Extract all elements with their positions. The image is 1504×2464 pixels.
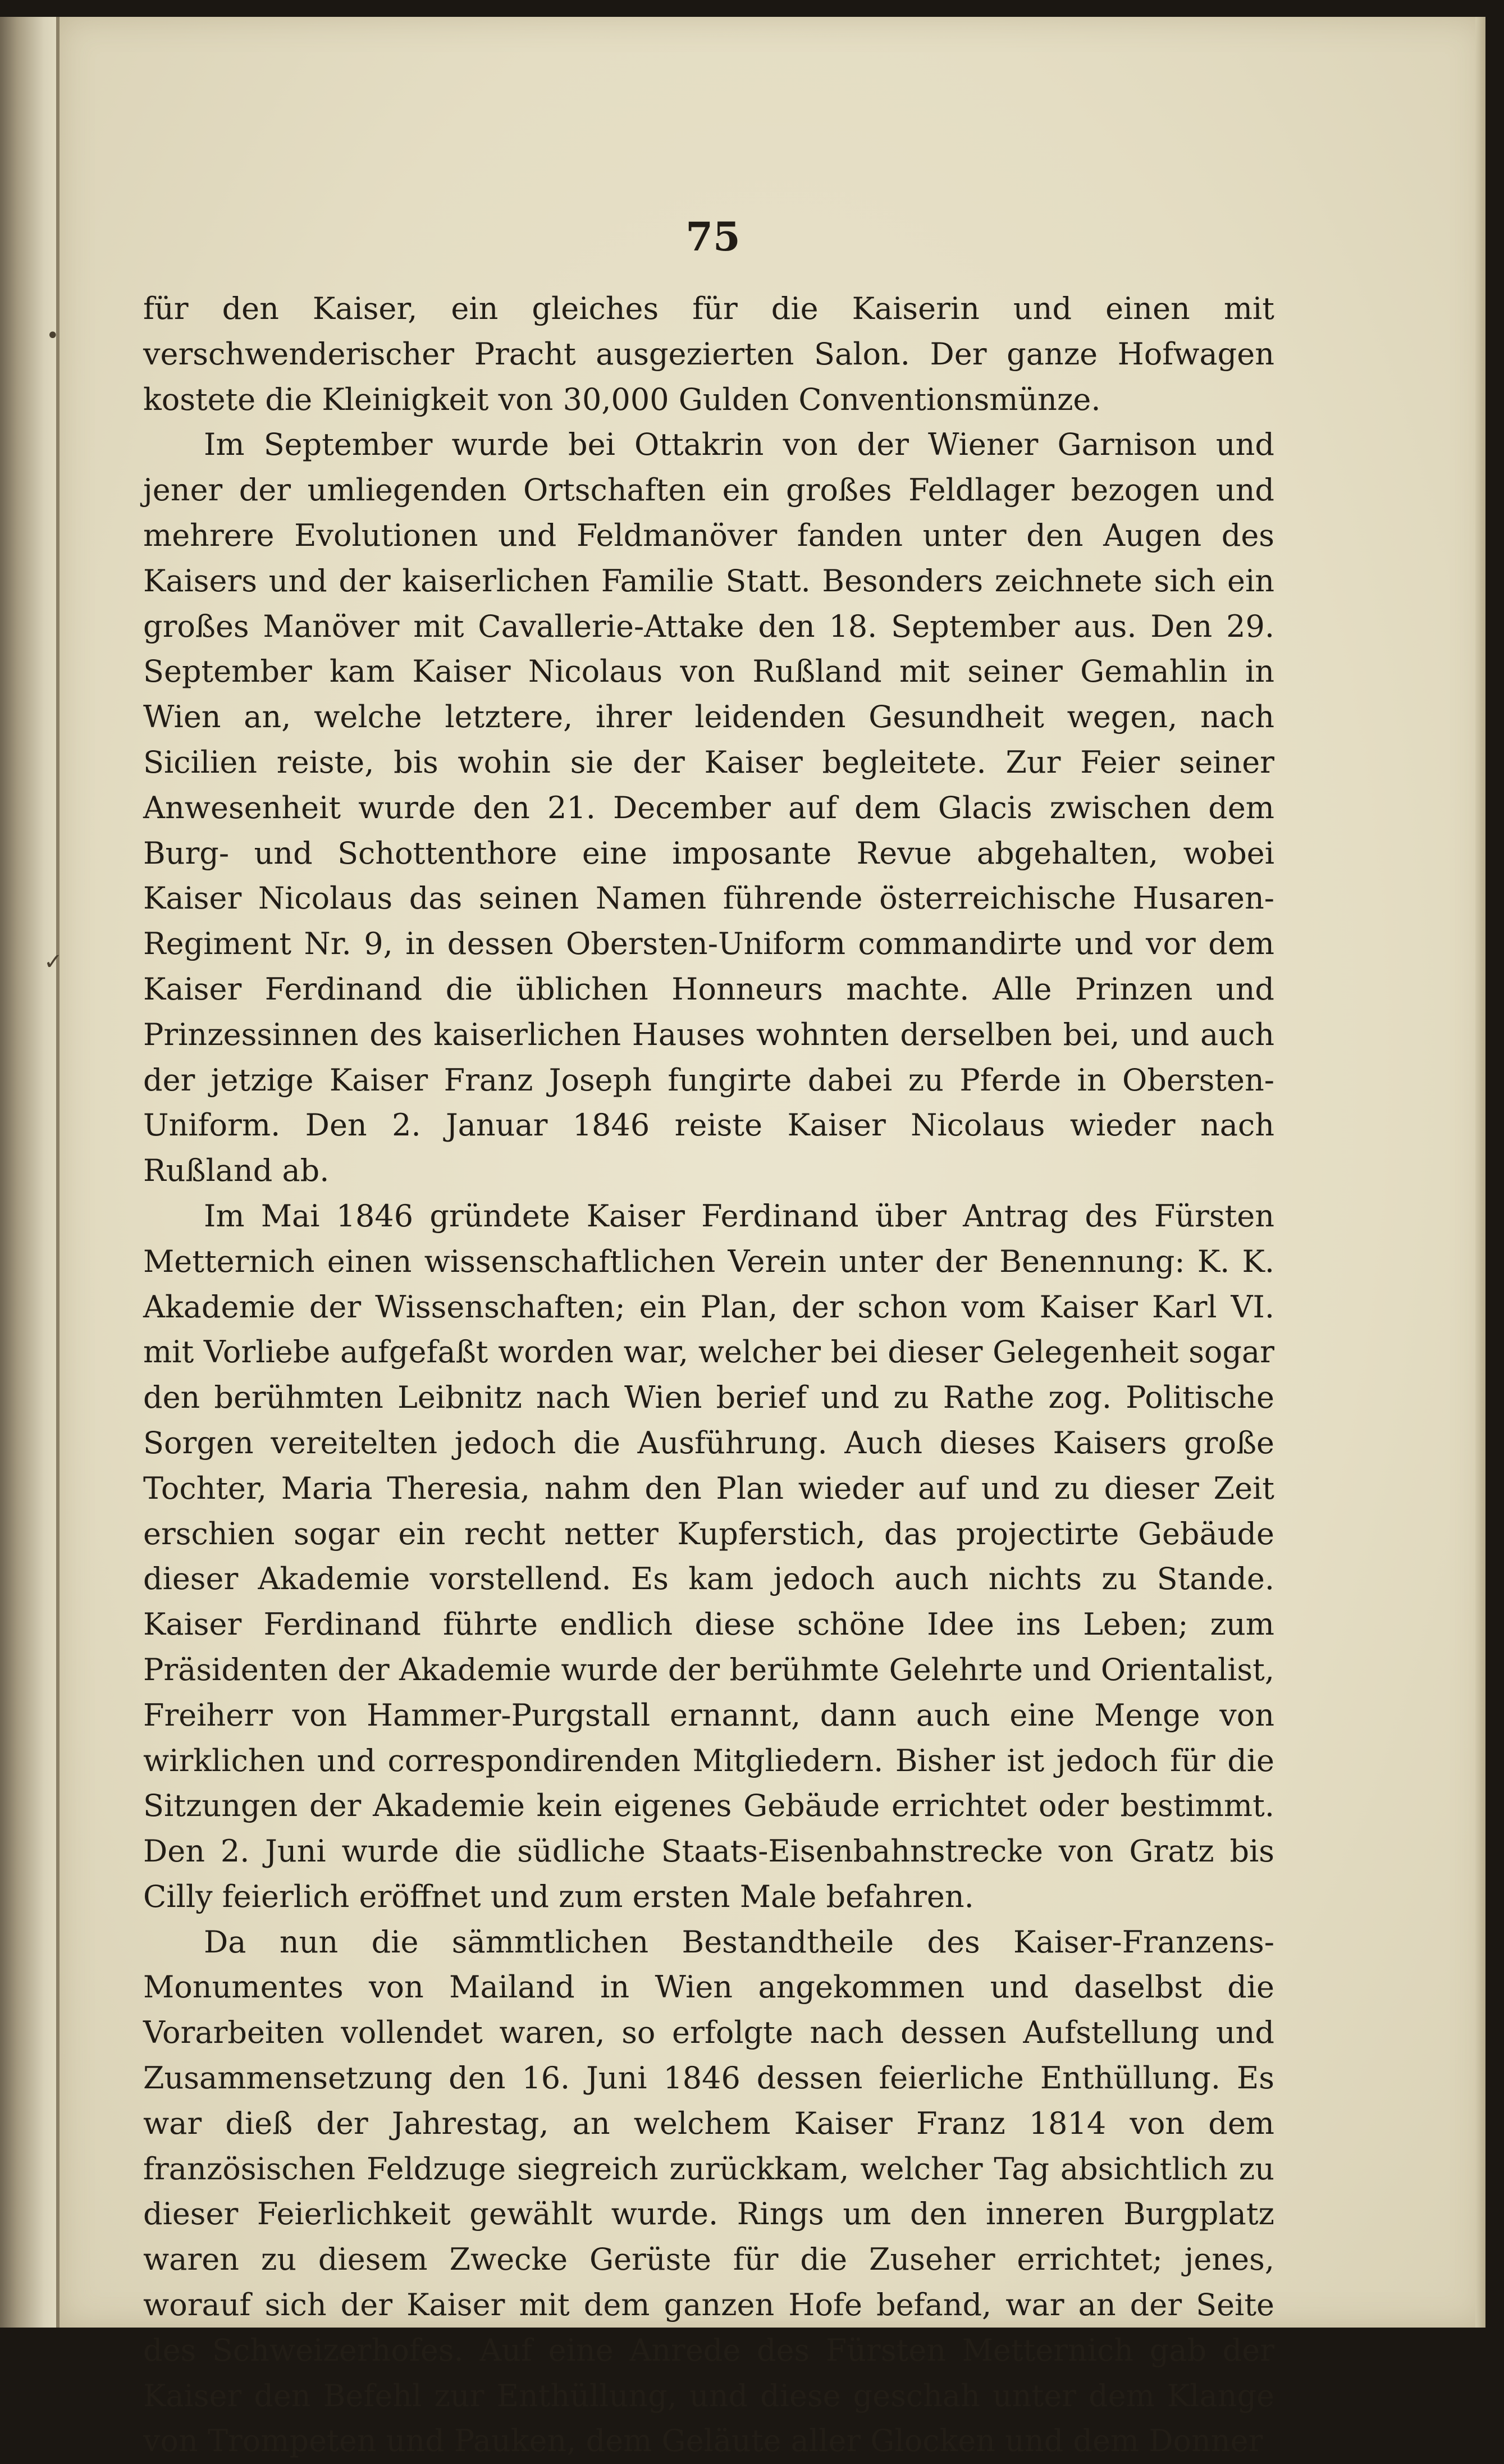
margin-mark: ✓ <box>44 949 63 975</box>
paragraph: Im Mai 1846 gründete Kaiser Ferdinand über Antrag des Fürsten Metternich einen wissenschaftlichen Verein unter der Benennung: K. K. Akademie der Wissenschaften; ein Plan, der schon vom Kaiser Karl VI. mit Vorliebe aufgefaßt worden war, welcher bei dieser Gelegenheit sogar den berühmten Leibnitz nach Wien berief und zu Rathe zog. Politische Sorgen vereitelten jedoch die Ausführung. Auch dieses Kaisers große Tochter, Maria Theresia, nahm den Plan wieder auf und zu dieser Zeit erschien sogar ein recht netter Kupferstich, das projectirte Gebäude dieser Akademie vorstellend. Es kam jedoch auch nichts zu Stande. Kaiser Ferdinand führte endlich diese schöne Idee ins Leben; zum Präsidenten der Akademie wurde der berühmte Gelehrte und Orientalist, Freiherr von Hammer-Purgstall ernannt, dann auch eine Menge von wirklichen und correspondirenden Mitgliedern. Bisher ist jedoch für die Sitzungen der Akademie kein eigenes Gebäude errichtet oder bestimmt. Den 2. Juni wurde die südliche Staats-Eisenbahnstrecke von Gratz bis Cilly feierlich eröffnet und zum ersten Male befahren. <box>143 1198 1274 1914</box>
book-binding <box>0 17 59 2328</box>
page-edge <box>1475 17 1485 2328</box>
paragraph: Im September wurde bei Ottakrin von der Wiener Garnison und jener der umliegenden Ortschaften ein großes Feldlager bezogen und mehrere Evolutionen und Feldmanöver fanden unter den Augen des Kaisers und der kaiserlichen Familie Statt. Besonders zeichnete sich ein großes Manöver mit Cavallerie-Attake den 18. September aus. Den 29. September kam Kaiser Nicolaus von Rußland mit seiner Gemahlin in Wien an, welche letztere, ihrer leidenden Gesundheit wegen, nach Sicilien reiste, bis wohin sie der Kaiser begleitete. Zur Feier seiner Anwesenheit wurde den 21. December auf dem Glacis zwischen dem Burg- und Schottenthore eine imposante Revue abgehalten, wobei Kaiser Nicolaus das seinen Namen führende österreichische Husaren-Regiment Nr. 9, in dessen Obersten-Uniform commandirte und vor dem Kaiser Ferdinand die üblichen Honneurs machte. Alle Prinzen und Prinzessinnen des kaiserlichen Hauses wohnten derselben bei, und auch der jetzige Kaiser Franz Joseph fungirte dabei zu Pferde in Obersten-Uniform. Den 2. Januar 1846 reiste Kaiser Nicolaus wieder nach Rußland ab. <box>143 427 1274 1189</box>
margin-mark: • <box>46 323 60 349</box>
paragraph: für den Kaiser, ein gleiches für die Kaiserin und einen mit verschwenderischer Pracht ausgezierten Salon. Der ganze Hofwagen kostete die Kleinigkeit von 30,000 Gulden Conventionsmünze. <box>143 291 1274 417</box>
page-number: 75 <box>685 213 740 260</box>
paragraph: Da nun die sämmtlichen Bestandtheile des Kaiser-Franzens-Monumentes von Mailand in Wien angekommen und daselbst die Vorarbeiten vollendet waren, so erfolgte nach dessen Aufstellung und Zusammensetzung den 16. Juni 1846 dessen feierliche Enthüllung. Es war dieß der Jahrestag, an welchem Kaiser Franz 1814 von dem französischen Feldzuge siegreich zurückkam, welcher Tag absichtlich zu dieser Feierlichkeit gewählt wurde. Rings um den inneren Burgplatz waren zu diesem Zwecke Gerüste für die Zuseher errichtet; jenes, worauf sich der Kaiser mit dem ganzen Hofe befand, war an der Seite des Schweizerhofes. Auf eine Anrede des Fürsten Metternich gab der Kaiser den Befehl zur Enthüllung, und diese geschah unter dem Klange von Trompeten und Pauken, dem Geläute aller Glocken und dem Donner <box>143 1924 1274 2459</box>
body-text <box>143 286 1274 2464</box>
